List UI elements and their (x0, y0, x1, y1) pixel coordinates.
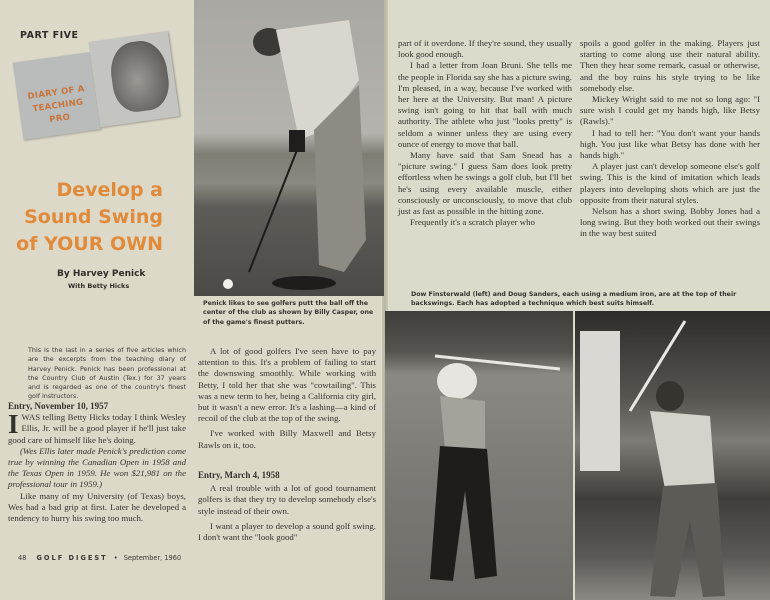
issue-date: September, 1960 (123, 554, 182, 562)
golfer-shoes (272, 276, 336, 290)
title-line-3: of YOUR OWN (16, 233, 163, 255)
putting-golfer-figure (194, 0, 384, 296)
diary-label (19, 82, 98, 131)
golfer-shirt (650, 411, 715, 489)
paragraph (8, 409, 186, 446)
finsterwald-figure (385, 311, 573, 600)
column-4 (580, 38, 760, 240)
portrait-sketch (107, 38, 172, 115)
golfer-shirt (440, 396, 485, 451)
golfer-cap (437, 363, 477, 399)
page-footer (18, 554, 181, 562)
sanders-figure (575, 311, 770, 600)
column-3 (398, 38, 572, 228)
entry-heading-1957: Entry, November 10, 1957 (8, 401, 109, 411)
diary-line-1: DIARY OF A (27, 84, 86, 102)
golfer-gloves (289, 130, 305, 152)
intro-text: This is the last in a series of five articles which are the excerpts from the teaching diary of Harvey Penick. Penick has been professional at the Country Club of Austin (Tex.) for 37 years and is regarded as one of the country's finest golf instructors. (28, 346, 186, 401)
title-line-1: Develop a (56, 179, 163, 201)
finsterwald-photo (385, 311, 573, 600)
paragraph: part of it overdone. If they're sound, they usually look good enough. (398, 38, 572, 60)
diary-line-2: TEACHING (31, 97, 85, 115)
putter-shaft (249, 145, 299, 272)
backswing-photos-caption: Dow Finsterwald (left) and Doug Sanders, each using a medium iron, are at the top of their backswings. Each has adopted a technique which best suits himself. (411, 291, 737, 308)
column-2 (198, 346, 376, 451)
paragraph: spoils a good golfer in the making. Players just starting to come along use their natural ability. Then they hear some remark, casual or otherwise, and the boy ruins his style trying to be like somebody else. (580, 38, 760, 93)
paragraph: Mickey Wright said to me not so long ago: "I sure wish I could get my hands high, like Betsy (Rawls)." (580, 94, 760, 127)
paragraph: I want a player to develop a sound golf swing. I don't want the "look good" (198, 520, 376, 543)
column-1 (8, 401, 186, 524)
golfer-trousers (430, 446, 497, 581)
diary-right-page (88, 31, 179, 127)
paragraph: Nelson has a short swing. Bobby Jones had a long swing. But they both worked out their swings in the way best suited (580, 206, 760, 239)
golfer-trousers (650, 483, 725, 597)
byline: By Harvey Penick (57, 269, 146, 279)
paragraph: A player just can't develop someone else's golf swing. This is the kind of imitation which leads players into developing shots which are just the opposite from their natural styles. (580, 161, 760, 205)
paragraph: I had to tell her: "You don't want your hands high. You just like what Betsy has done with her hands high." (580, 127, 760, 161)
paragraph: A real trouble with a lot of good tournament golfers is that they try to develop somebody else's style instead of their own. (198, 483, 376, 516)
paragraph: Many have said that Sam Snead has a "picture swing." I guess Sam does look pretty effortless when he swings a golf club, but I'll bet he's using every available muscle, either consciously or unconsciously, to move that club just as fast as possible in the hitting zone. (398, 150, 572, 217)
building-wall (580, 331, 620, 471)
article-title (16, 177, 163, 258)
golfer-head (656, 381, 684, 411)
editor-note: (Wes Ellis later made Penick's prediction come true by winning the Canadian Open in 1958 and the Texas Open in 1959. He won $21,981 on the professional tour in 1959.) (8, 445, 186, 490)
page-number: 48 (18, 554, 27, 562)
title-line-2: Sound Swing (24, 206, 163, 228)
paragraph-text: WAS telling Betty Hicks today I think Wesley Ellis, Jr. will be a good player if he'll just take good care of himself like he's doing. (8, 412, 186, 445)
entry-heading-1958: Entry, March 4, 1958 (198, 470, 280, 480)
golf-ball (223, 279, 233, 289)
magazine-name: GOLF DIGEST (36, 554, 108, 562)
paragraph: I've worked with Billy Maxwell and Betsy Rawls on it, too. (198, 428, 376, 450)
co-author-line: With Betty Hicks (68, 282, 130, 290)
column-2-entry (198, 470, 376, 543)
paragraph: Like many of my University (of Texas) boys, Wes had a bad grip at first. Later he developed a tendency to hurry his swing too much. (8, 490, 186, 524)
putting-photo-caption: Penick likes to see golfers putt the ball off the center of the club as shown by Billy Casper, one of the game's finest putters. (203, 300, 374, 326)
footer-bullet: • (113, 554, 118, 562)
drop-cap: I (8, 409, 19, 440)
paragraph: I had a letter from Joan Bruni. She tells me the people in Florida say she has a picture swing. I'm pleased, in a way, because I've worked with her here at the University. But man! A picture swing isn't going to hit that ball with much authority. The athlete who just "looks pretty" is seldom a winner unless they are using every ounce of energy to move that ball. (398, 60, 572, 149)
putting-photo (194, 0, 384, 296)
diary-left-page (13, 52, 101, 140)
sanders-photo (575, 311, 770, 600)
paragraph: Frequently it's a scratch player who (410, 217, 535, 228)
diary-line-3: PRO (48, 112, 71, 126)
part-label: PART FIVE (20, 30, 79, 41)
paragraph: A lot of good golfers I've seen have to pay attention to this. It's a problem of failing to start the downswing smoothly. While working with Betty, I told her that she was "cowtailing". This was a new term to her, being a California city girl, but it wasn't a new error. It's a lashing—a kind of recoil of the club at the top of the swing. (198, 346, 376, 424)
